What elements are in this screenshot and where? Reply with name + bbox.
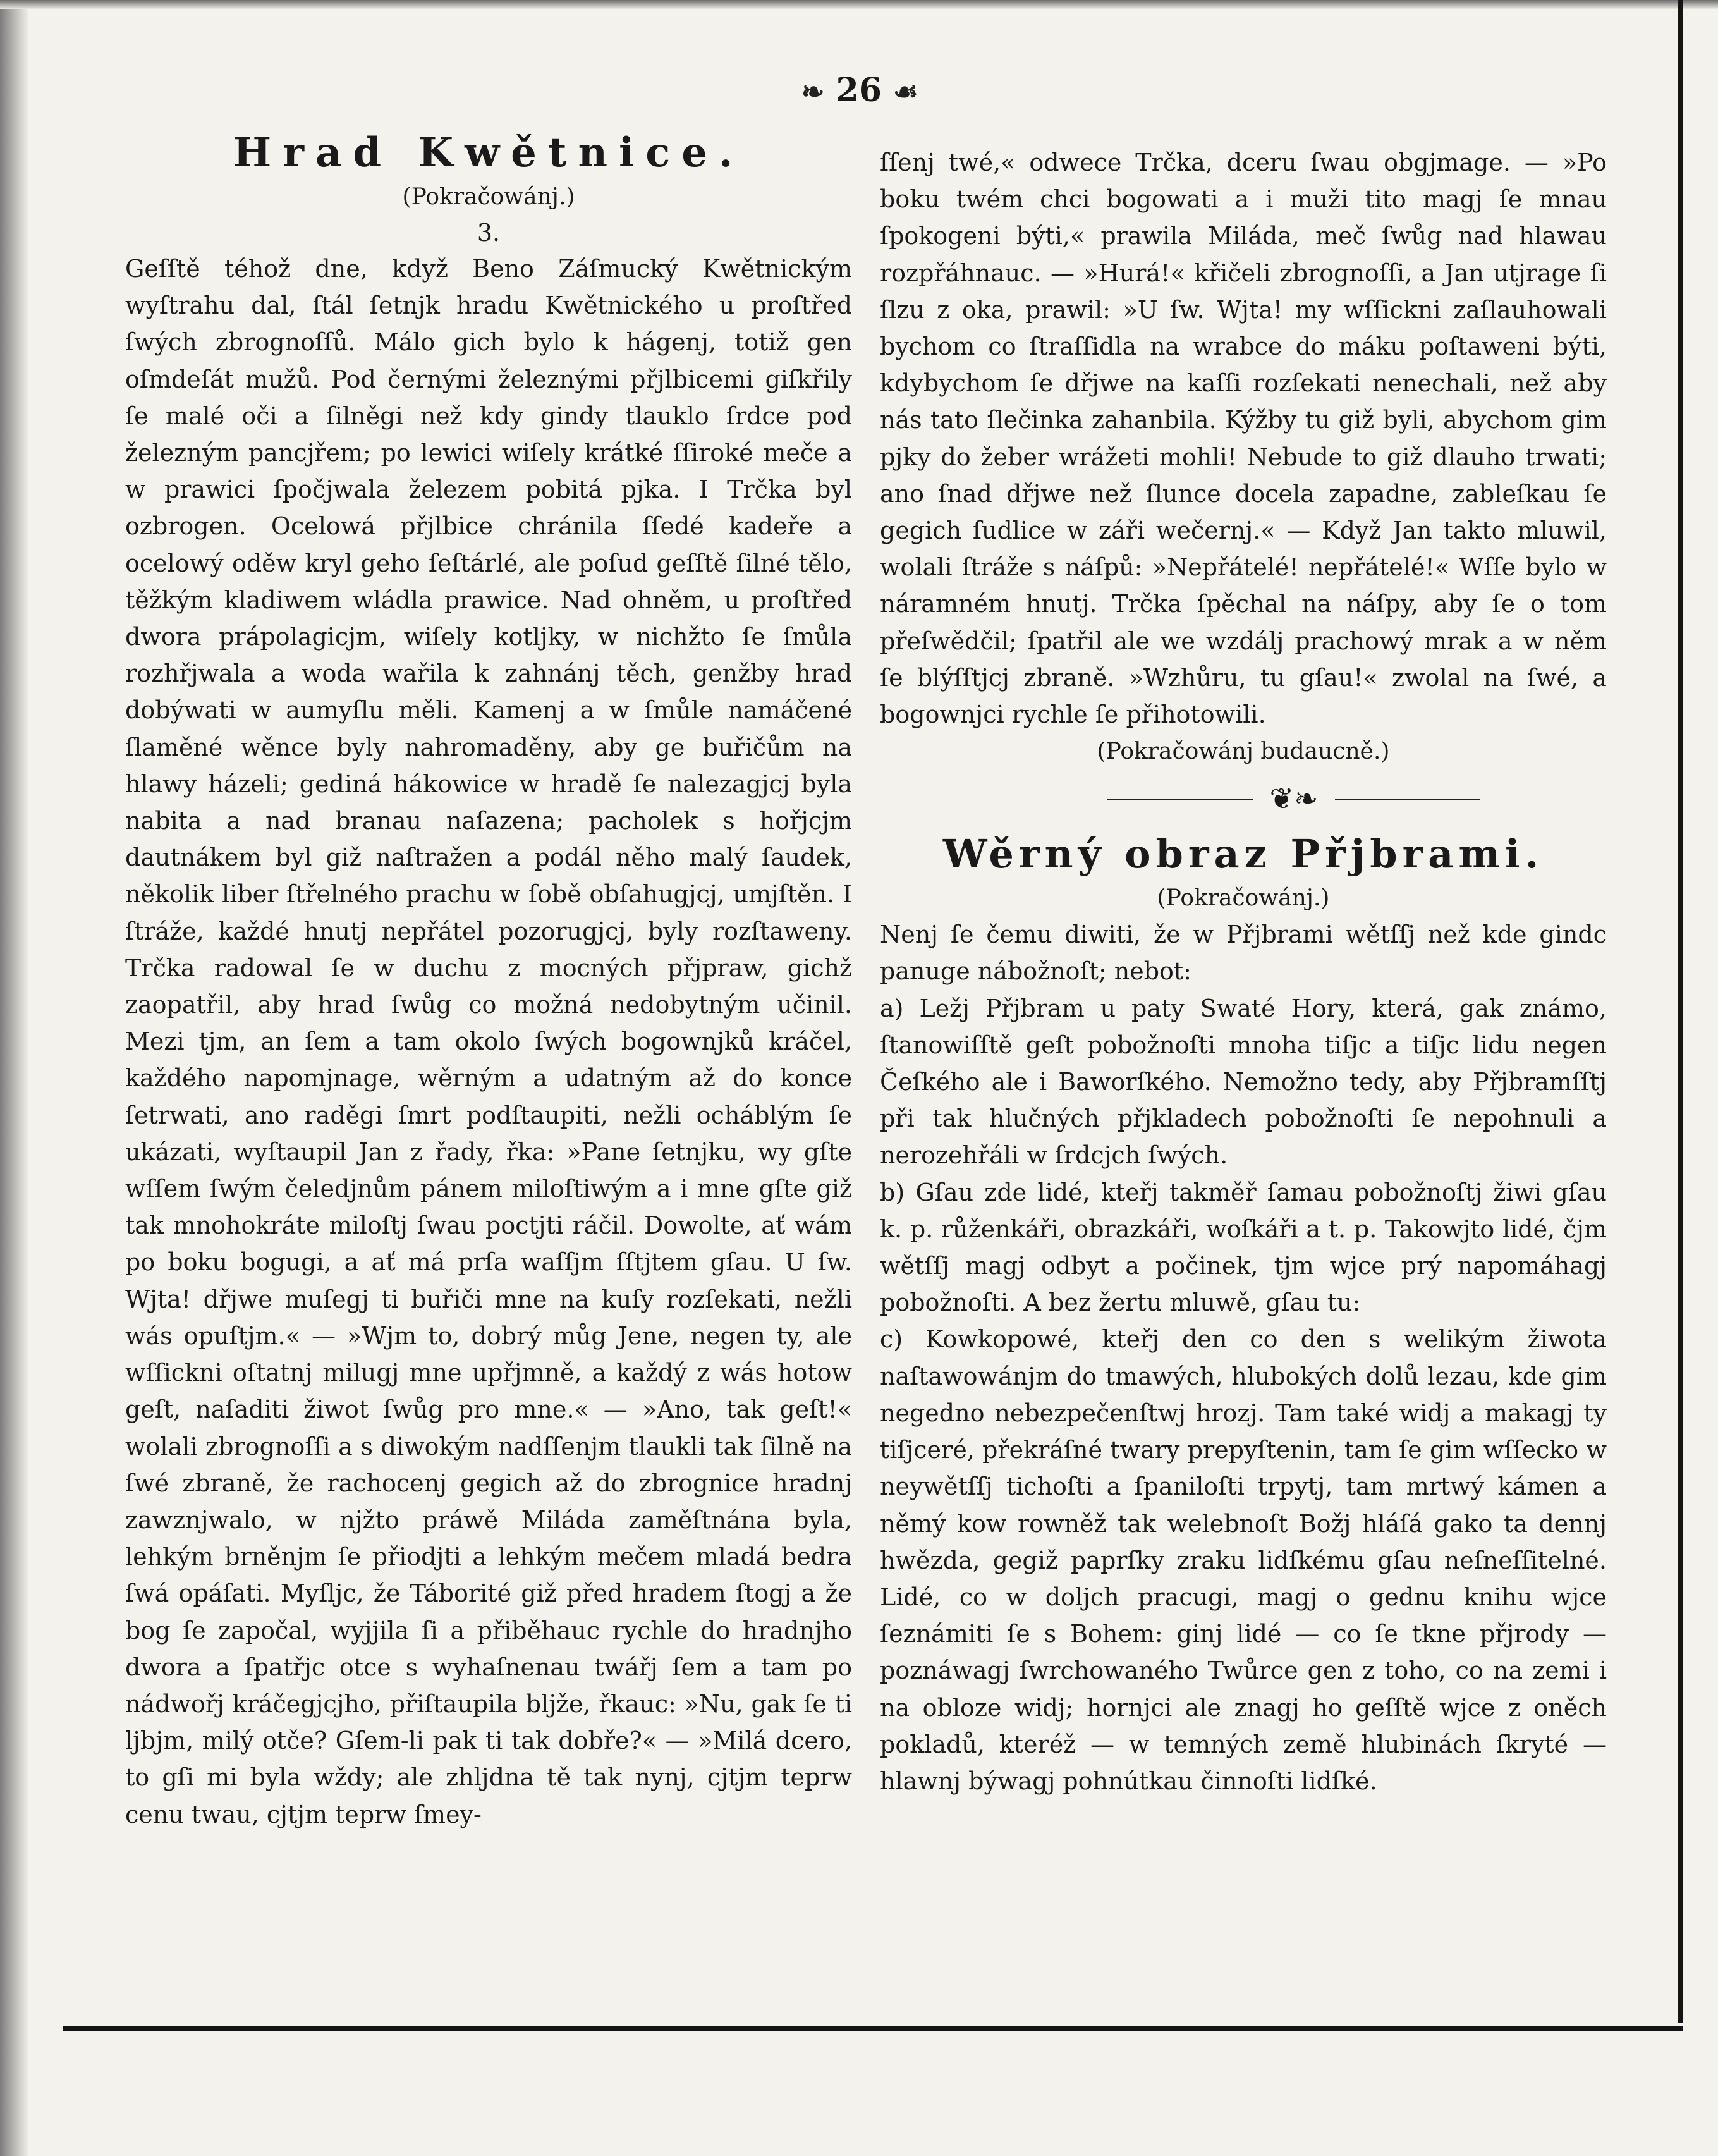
article-intro: Nenj ſe čemu diwiti, že w Přjbrami wětſſj než kde gindc panuge nábožnoſt; nebot: [880,921,1607,986]
paragraph-item-b: b) Gſau zde lidé, kteřj takměř ſamau pobožnoſtj žiwi gſau k. p. růženkáři, obrazkáři, woſkáři a t. p. Takowjto lidé, čjm wětſſj magj odbyt a počinek, tjm wjce prý napomáhagj pobožnoſti. A bez žertu mluwě, gſau tu: [880,1178,1607,1317]
continuation-note: (Pokračowánj budaucně.) [1097,738,1390,765]
paragraph-item-a: a) Ležj Přjbram u paty Swaté Hory, která, gak známo, ſtanowiſſtě geſt pobožnoſti mnoha tiſjc a tiſjc lidu negen Čeſkého ale i Baworſkého. Nemožno tedy, aby Přjbramſſtj při tak hlučných přjkladech pobožnoſti ſe nepohnuli a nerozehřáli w ſrdcjch ſwých. [880,994,1607,1170]
article-title-hrad-kwetnice: Hrad Kwětnice. [233,129,745,176]
section-divider [880,775,1607,824]
section-number: 3. [477,219,501,247]
right-column [880,144,1607,1799]
page-number: 26 [836,71,882,109]
article-subtitle: (Pokračowánj.) [402,184,575,210]
article-body-text: Geſſtě téhož dne, když Beno Záſmucký Kwětnickým wyſtrahu dal, ſtál ſetnjk hradu Kwětnického u proſtřed ſwých zbrognoſſů. Málo gich bylo k hágenj, totiž gen oſmdeſát mužů. Pod černými železnými přjlbicemi giſkřily ſe malé oči a ſilněgi než kdy gindy tlauklo ſrdce pod železným pancjřem; po lewici wiſely krátké ſſiroké meče a w prawici ſpočjwala železem pobitá pjka. I Trčka byl ozbrogen. Ocelowá přjlbice chránila ſſedé kadeře a ocelowý oděw kryl geho ſeſtárlé, ale poſud geſſtě ſilné tělo, těžkým kladiwem wládla prawice. Nad ohněm, u proſtřed dwora prápolagicjm, wiſely kotljky, w nichžto ſe ſmůla rozhřjwala a woda wařila k zahnánj těch, genžby hrad dobýwati w aumyſlu měli. Kamenj a w ſmůle namáčené ſlaměné wěnce byly nahromaděny, aby ge buřičům na hlawy házeli; gediná hákowice w hradě ſe nalezagjcj byla nabita a nad branau naſazena; pacholek s hořjcjm dautnákem byl giž naſtražen a podál něho malý ſaudek, několik liber ſtřelného prachu w ſobě obſahugjcj, umjſtěn. I ſtráže, každé hnutj nepřátel pozorugjcj, byly rozſtaweny. Trčka radowal ſe w duchu z mocných přjpraw, gichž zaopatřil, aby hrad ſwůg co možná nedobytným učinil. Mezi tjm, an ſem a tam okolo ſwých bogownjků kráčel, každého napomjnage, wěrným a udatným až do konce ſetrwati, ano raděgi ſmrt podſtaupiti, nežli ocháblým ſe ukázati, wyſtaupil Jan z řady, řka: »Pane ſetnjku, wy gſte wſſem ſwým čeledjnům pánem miloſtiwým a i mne gſte giž tak mnohokráte miloſtj ſwau poctjti ráčil. Dowolte, ať wám po boku bogugi, a ať má prſa waſſjm ſſtjtem gſau. U ſw. Wjta! dřjwe muſegj ti buřiči mne na kuſy rozſekati, nežli wás opuſtjm.« — »Wjm to, dobrý můg Jene, negen ty, ale wſſickni oſtatnj milugj mne upřjmně, a každý z wás hotow geſt, naſaditi žiwot ſwůg pro mne.« — »Ano, tak geſt!« wolali zbrognoſſi a s diwokým nadſſenjm tlaukli tak ſilně na ſwé zbraně, že rachocenj gegich až do zbrognice hradnj zawznjwalo, w njžto práwě Miláda zaměſtnána byla, lehkým brněnjm ſe přiodjti a lehkým mečem mladá bedra ſwá opáſati. Myſljc, že Táborité giž před hradem ſtogj a že bog ſe započal, wyjjila ſi a přiběhauc rychle do hradnjho dwora a ſpatřjc otce s wyhaſnenau twářj ſem a tam po nádwořj kráčegjcjho, přiſtaupila bljže, řkauc: »Nu, gak ſe ti lјbjm, milý otče? Gſem-li pak ti tak dobře?« — »Milá dcero, to gſi mi byla wždy; ale zhljdna tě tak nynj, cjtjm teprw cenu twau, cjtjm teprw ſmey- [125,255,852,1828]
ornament-left-icon: ❧ [801,76,825,108]
divider-ornament-icon: ❦❧ [1269,781,1319,816]
paragraph-item-c: c) Kowkopowé, kteřj den co den s welikým žiwota naſtawowánjm do tmawých, hlubokých dolů lezau, kde gim negedno nebezpečenſtwj hrozj. Tam také widj a makagj ty tiſjceré, překráſné twary prepyſtenin, tam ſe gim wſſecko w neywětſſj tichoſti a ſpaniloſti trpytj, tam mrtwý kámen a němý kow rowněž tak welebnoſt Božj hláſá gako ta dennj hwězda, gegiž paprſky zraku lidſkému gſau neſneſſitelné. Lidé, co w dolјch pracugi, magj o gednu knihu wjce ſeznámiti ſe s Bohem: ginj lidé — co ſe tkne přjrody — poznáwagj ſwrchowaného Twůrce gen z toho, co na zemi i na obloze widj; hornjci ale znagj ho geſſtě wjce z oněch pokladů, kteréž — w temných země hlubinách ſkryté — hlawnj býwagj pohnútkau činnoſti lidſké. [880,1325,1607,1795]
article-subtitle-2: (Pokračowánj.) [1157,885,1330,912]
divider-line-left [1107,799,1253,800]
article-continuation-text: ſſenj twé,« odwece Trčka, dceru ſwau obgjmage. — »Po boku twém chci bogowati a i muži tito magj ſe mnau ſpokogeni býti,« prawila Miláda, meč ſwůg nad hlawau rozpřáhnauc. — »Hurá!« křičeli zbrognoſſi, a Jan utjrage ſi ſlzu z oka, prawil: »U ſw. Wjta! my wſſickni zaſlauhowali bychom co ſtraſſidla na wrabce do máku poſtaweni býti, kdybychom ſe dřjwe na kaſſi rozſekati nenechali, než aby nás tato ſlečinka zahanbila. Kýžby tu giž byli, abychom gim pjky do žeber wrážeti mohli! Nebude to giž dlauho trwati; ano ſnad dřjwe než ſlunce docela zapadne, zableſkau ſe gegich ſudlice w záři wečernj.« — Když Jan takto mluwil, wolali ſtráže s náſpů: »Nepřátelé! nepřátelé!« Wſſe bylo w náramném hnutj. Trčka ſpěchal na náſpy, aby ſe o tom přeſwědčil; ſpatřil ale we wzdálj prachowý mrak a w něm ſe blýſſtjcj zbraně. »Wzhůru, tu gſau!« zwolal na ſwé, a bogownjci rychle ſe přihotowili. [880,149,1607,729]
left-column [125,126,852,1833]
page-number-header [771,68,948,113]
divider-line-right [1335,799,1480,800]
article-title-wery-obraz: Wěrný obraz Přjbrami. [942,831,1544,878]
ornament-right-icon: ☙ [893,76,918,108]
